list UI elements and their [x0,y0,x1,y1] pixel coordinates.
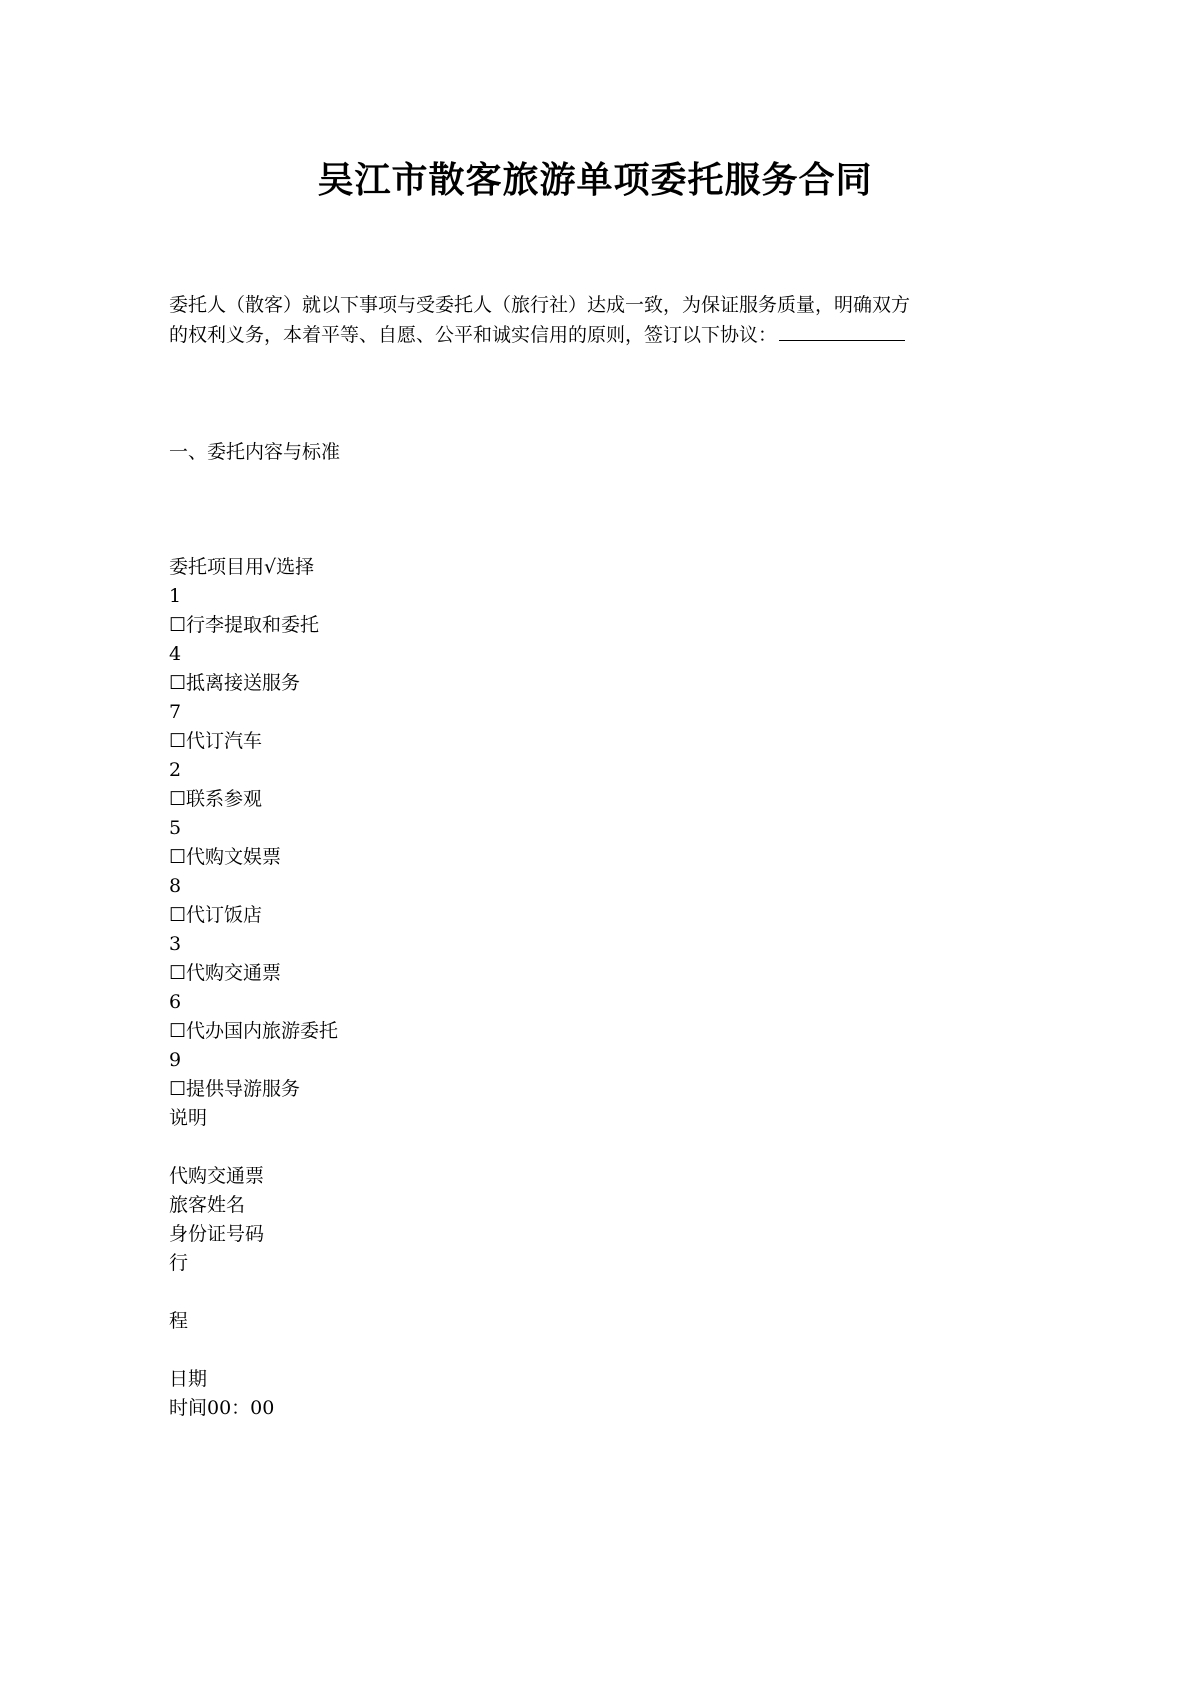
list-line: 时间00：00 [169,1397,275,1419]
list-line: 5 [169,817,182,839]
checkbox-item[interactable]: ☐提供导游服务 [169,1078,301,1100]
checkbox-item[interactable]: ☐代订饭店 [169,904,263,926]
checkbox-item[interactable]: ☐抵离接送服务 [169,672,301,694]
list-line [169,1336,338,1365]
checkbox-item[interactable]: ☐代购文娱票 [169,846,282,868]
list-line [169,1278,338,1307]
list-line: 身份证号码 [169,1223,265,1245]
list-line: 日期 [169,1368,208,1390]
intro-line-1: 委托人（散客）就以下事项与受委托人（旅行社）达成一致，为保证服务质量，明确双方 [169,294,911,316]
list-line: 旅客姓名 [169,1194,246,1216]
checkbox-item[interactable]: ☐代办国内旅游委托 [169,1020,339,1042]
intro-paragraph [169,290,1029,350]
list-line: 程 [169,1310,189,1332]
section-heading: 一、委托内容与标准 [169,441,341,463]
list-line: 6 [169,991,182,1013]
list-line: 代购交通票 [169,1165,265,1187]
checkbox-item[interactable]: ☐代购交通票 [169,962,282,984]
list-line: 1 [169,585,182,607]
checkbox-item[interactable]: ☐代订汽车 [169,730,263,752]
intro-line-2 [169,320,1029,350]
list-line: 说明 [169,1107,208,1129]
list-line: 9 [169,1049,182,1071]
list-line: 4 [169,643,182,665]
intro-line-2-text: 的权利义务，本着平等、自愿、公平和诚实信用的原则，签订以下协议： [169,324,778,346]
entrust-items-list [169,553,338,1423]
list-line: 行 [169,1252,189,1274]
list-line: 委托项目用√选择 [169,556,315,578]
fill-in-blank[interactable] [779,320,905,341]
list-line: 2 [169,759,182,781]
list-line: 7 [169,701,182,723]
list-line: 8 [169,875,182,897]
checkbox-item[interactable]: ☐行李提取和委托 [169,614,320,636]
document-title: 吴江市散客旅游单项委托服务合同 [317,159,873,201]
list-line: 3 [169,933,182,955]
checkbox-item[interactable]: ☐联系参观 [169,788,263,810]
list-line [169,1133,338,1162]
